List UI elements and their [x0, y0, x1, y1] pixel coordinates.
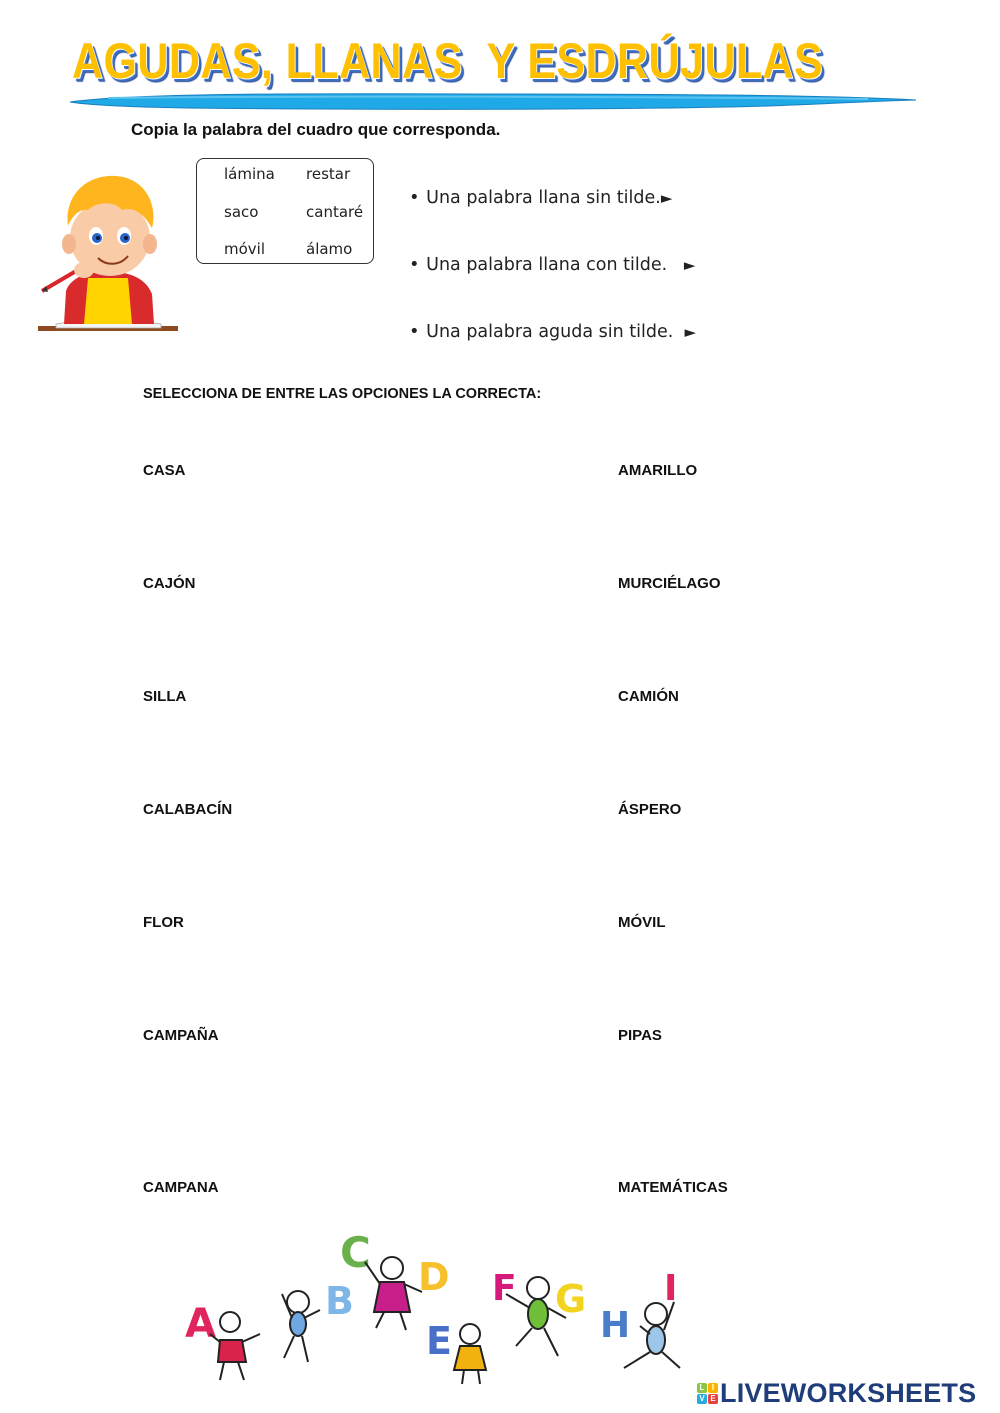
option-word-right: ÁSPERO [618, 801, 682, 818]
option-word-left: CASA [143, 462, 186, 479]
option-word-left: CAJÓN [143, 575, 196, 592]
word-bank-item: restar [306, 165, 351, 183]
option-word-left: CAMPAÑA [143, 1027, 219, 1044]
word-bank-item: móvil [224, 240, 266, 258]
svg-text:H: H [600, 1305, 631, 1346]
option-word-right: MÓVIL [618, 914, 666, 931]
word-bank-box [196, 158, 374, 264]
letter-a: A [185, 1301, 216, 1347]
svg-text:B: B [325, 1279, 354, 1323]
brand-name: LIVEWORKSHEETS [720, 1377, 977, 1408]
prompt-llana-con-tilde [398, 235, 695, 275]
option-word-left: CAMPANA [143, 1179, 219, 1196]
word-bank-item: cantaré [306, 203, 364, 221]
option-word-right: MURCIÉLAGO [618, 575, 721, 592]
option-word-right: AMARILLO [618, 462, 698, 479]
title-banner [68, 28, 918, 110]
option-word-right: PIPAS [618, 1027, 662, 1044]
boy-with-pencil-illustration [36, 166, 181, 336]
word-bank-item: álamo [306, 240, 353, 258]
exercise1-instruction: Copia la palabra del cuadro que corresponda. [131, 120, 501, 139]
prompt-llana-sin-tilde [398, 168, 672, 208]
liveworksheets-logo-icon: L I V E [697, 1383, 718, 1404]
arrow-right-icon: ► [684, 323, 696, 341]
bullet-icon: • [409, 255, 420, 275]
option-word-left: SILLA [143, 688, 187, 705]
prompt-text: Una palabra llana con tilde. [426, 255, 684, 275]
option-word-left: FLOR [143, 914, 184, 931]
svg-text:E: E [426, 1319, 452, 1363]
svg-text:G: G [555, 1277, 587, 1321]
option-word-left: CALABACÍN [143, 801, 233, 818]
option-word-right: MATEMÁTICAS [618, 1179, 728, 1196]
title-underline-brushstroke [68, 90, 918, 112]
word-bank-item: lámina [224, 165, 275, 183]
prompt-text: Una palabra aguda sin tilde. [426, 322, 685, 342]
prompt-text: Una palabra llana sin tilde. [426, 188, 661, 208]
bullet-icon: • [409, 188, 420, 208]
word-bank-item: saco [224, 203, 259, 221]
option-word-right: CAMIÓN [618, 688, 679, 705]
svg-text:I: I [664, 1268, 678, 1309]
prompt-aguda-sin-tilde [398, 302, 696, 342]
arrow-right-icon: ► [683, 256, 696, 274]
arrow-right-icon: ► [660, 189, 673, 207]
svg-text:F: F [492, 1268, 517, 1309]
page-title: AGUDAS, LLANAS Y ESDRÚJULAS [72, 33, 824, 89]
svg-text:D: D [418, 1255, 450, 1299]
kids-alphabet-illustration [180, 1222, 705, 1387]
svg-text:C: C [340, 1228, 371, 1277]
bullet-icon: • [409, 322, 420, 342]
liveworksheets-brand [697, 1378, 976, 1408]
exercise2-heading: SELECCIONA DE ENTRE LAS OPCIONES LA CORRECTA: [143, 386, 542, 402]
